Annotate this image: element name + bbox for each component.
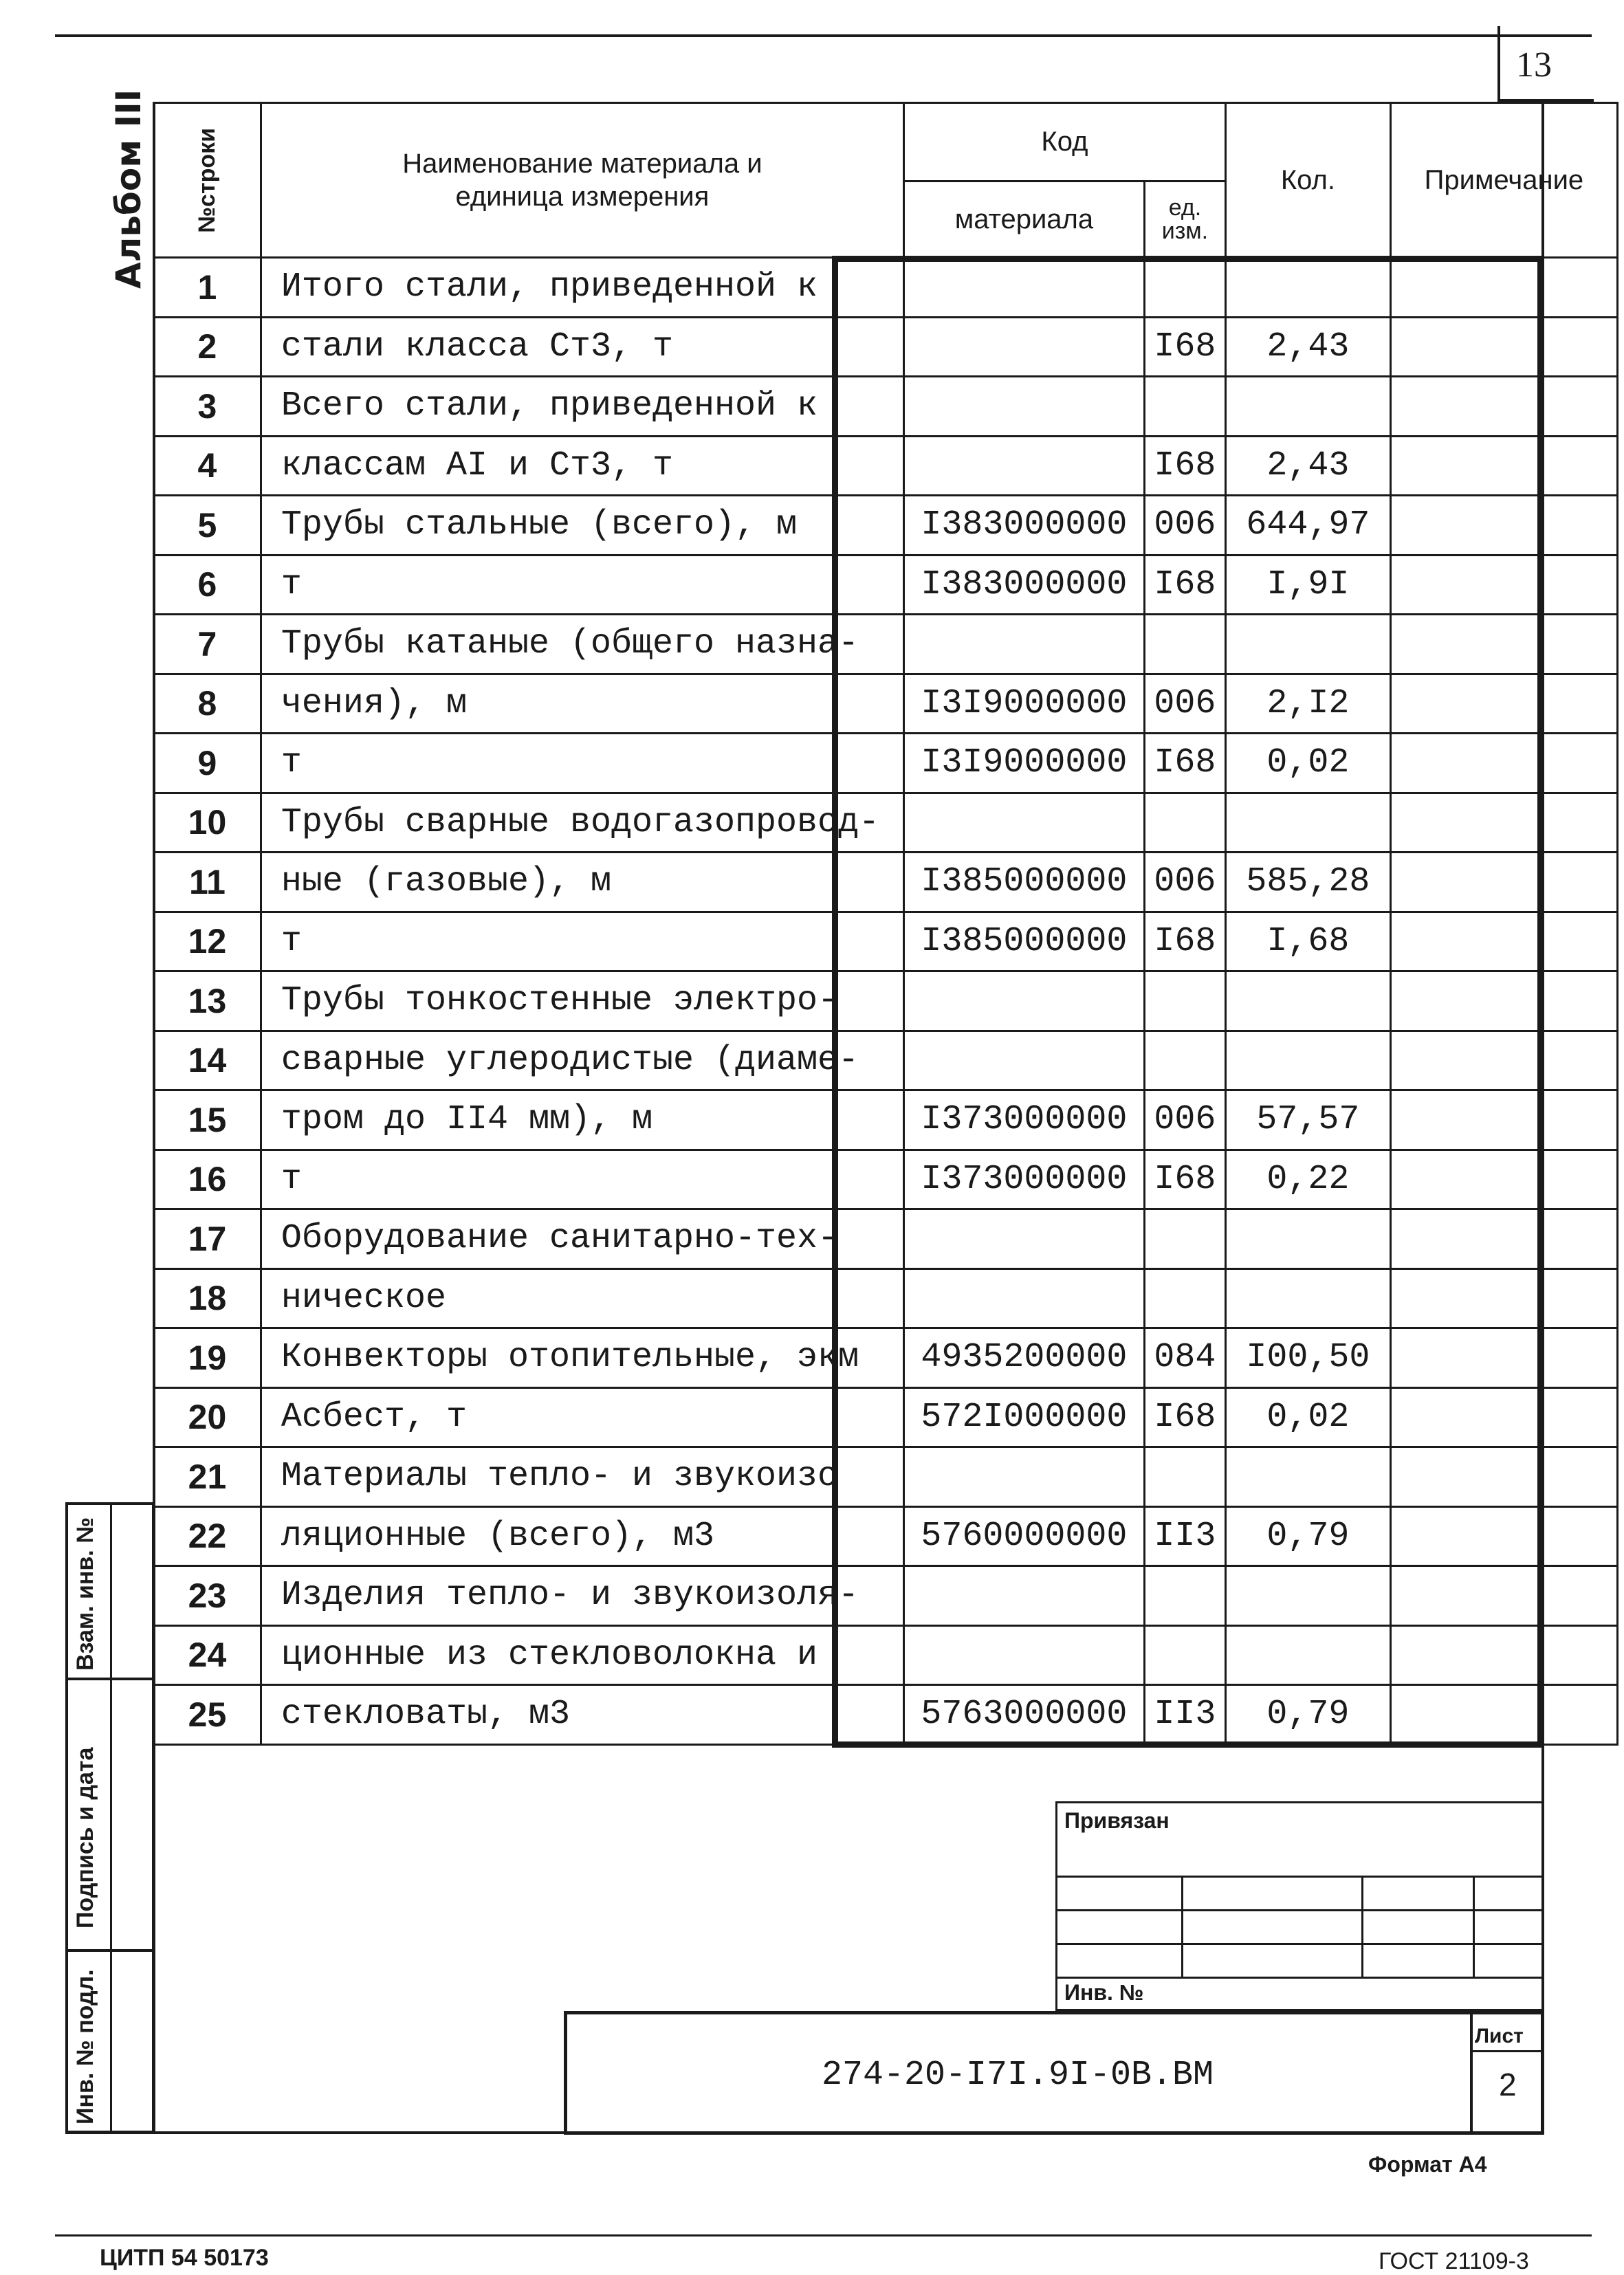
table-row — [154, 1031, 1618, 1090]
row-number: 11 — [154, 853, 261, 912]
material-code — [903, 1566, 1144, 1626]
unit-code — [1144, 258, 1225, 318]
note — [1390, 496, 1617, 556]
note — [1390, 1506, 1617, 1566]
row-number: 3 — [154, 377, 261, 437]
stamp-vzam: Взам. инв. № — [72, 1517, 98, 1671]
material-code: I373000000 — [903, 1150, 1144, 1209]
quantity: 2,I2 — [1225, 674, 1390, 734]
material-code: I383000000 — [903, 496, 1144, 556]
inv-no-label: Инв. № — [1064, 1980, 1144, 2005]
note — [1390, 258, 1617, 318]
materials-table — [153, 102, 1618, 1746]
material-name: ные (газовые), м — [261, 853, 903, 912]
material-code — [903, 1268, 1144, 1328]
table-row — [154, 1328, 1618, 1388]
material-name: сварные углеродистые (диаме- — [261, 1031, 903, 1090]
header-code-material: материала — [903, 181, 1144, 258]
note — [1390, 317, 1617, 377]
unit-code: II3 — [1144, 1685, 1225, 1745]
table-row — [154, 853, 1618, 912]
row-number: 25 — [154, 1685, 261, 1745]
note — [1390, 793, 1617, 853]
quantity — [1225, 1209, 1390, 1269]
unit-code — [1144, 615, 1225, 674]
row-number: 21 — [154, 1447, 261, 1507]
format-label: Формат А4 — [1368, 2152, 1487, 2177]
header-code-unit: ед. изм. — [1144, 181, 1225, 258]
footer-line — [55, 2234, 1592, 2236]
privyazan-v2 — [1361, 1876, 1363, 1977]
table-row — [154, 1209, 1618, 1269]
table-row — [154, 912, 1618, 971]
quantity: 0,79 — [1225, 1685, 1390, 1745]
note — [1390, 734, 1617, 793]
row-number: 23 — [154, 1566, 261, 1626]
table-row — [154, 1506, 1618, 1566]
privyazan-h3 — [1055, 1943, 1544, 1945]
material-name: т — [261, 912, 903, 971]
material-code — [903, 1209, 1144, 1269]
note — [1390, 1031, 1617, 1090]
note — [1390, 1268, 1617, 1328]
note — [1390, 1209, 1617, 1269]
table-row — [154, 377, 1618, 437]
header-qty: Кол. — [1225, 103, 1390, 258]
row-number: 12 — [154, 912, 261, 971]
table-row — [154, 793, 1618, 853]
table-row — [154, 496, 1618, 556]
row-number: 14 — [154, 1031, 261, 1090]
note — [1390, 555, 1617, 615]
table-row — [154, 436, 1618, 496]
unit-code: I68 — [1144, 1150, 1225, 1209]
material-code: I383000000 — [903, 555, 1144, 615]
row-number: 4 — [154, 436, 261, 496]
unit-code: 006 — [1144, 1090, 1225, 1150]
privyazan-v3 — [1473, 1876, 1475, 1977]
header-name: Наименование материала и единица измерения — [261, 103, 903, 258]
unit-code — [1144, 1625, 1225, 1685]
row-number: 13 — [154, 971, 261, 1031]
material-code — [903, 971, 1144, 1031]
note — [1390, 1625, 1617, 1685]
material-name: ляционные (всего), м3 — [261, 1506, 903, 1566]
quantity — [1225, 1447, 1390, 1507]
note — [1390, 674, 1617, 734]
row-number: 9 — [154, 734, 261, 793]
material-code: 5763000000 — [903, 1685, 1144, 1745]
quantity: 57,57 — [1225, 1090, 1390, 1150]
note — [1390, 1150, 1617, 1209]
row-number: 2 — [154, 317, 261, 377]
note — [1390, 1566, 1617, 1626]
material-code: I373000000 — [903, 1090, 1144, 1150]
material-code: I385000000 — [903, 912, 1144, 971]
table-row — [154, 971, 1618, 1031]
table-body — [154, 258, 1618, 1745]
list-label: Лист — [1475, 2025, 1524, 2047]
unit-code — [1144, 1566, 1225, 1626]
table-row — [154, 317, 1618, 377]
table-row — [154, 1387, 1618, 1447]
row-number: 16 — [154, 1150, 261, 1209]
top-frame-line — [55, 34, 1592, 37]
table-row — [154, 258, 1618, 318]
quantity — [1225, 1031, 1390, 1090]
album-label: Альбом III — [109, 89, 149, 289]
material-code — [903, 1625, 1144, 1685]
quantity: 0,79 — [1225, 1506, 1390, 1566]
unit-code: I68 — [1144, 317, 1225, 377]
material-name: Итого стали, приведенной к — [261, 258, 903, 318]
note — [1390, 912, 1617, 971]
unit-code: I68 — [1144, 734, 1225, 793]
table-row — [154, 555, 1618, 615]
header-note: Примечание — [1390, 103, 1617, 258]
row-number: 20 — [154, 1387, 261, 1447]
row-number: 10 — [154, 793, 261, 853]
privyazan-label: Привязан — [1064, 1808, 1170, 1833]
material-name: Конвекторы отопительные, экм — [261, 1328, 903, 1388]
quantity — [1225, 377, 1390, 437]
doc-code: 274-20-I7I.9I-0В.ВМ — [821, 2056, 1214, 2095]
row-number: 1 — [154, 258, 261, 318]
material-name: чения), м — [261, 674, 903, 734]
material-name: Оборудование санитарно-тех- — [261, 1209, 903, 1269]
unit-code: 006 — [1144, 674, 1225, 734]
material-name: Трубы сварные водогазопровод- — [261, 793, 903, 853]
quantity: 644,97 — [1225, 496, 1390, 556]
stamp-podpis: Подпись и дата — [72, 1747, 98, 1928]
row-number: 8 — [154, 674, 261, 734]
material-name: т — [261, 734, 903, 793]
table-row — [154, 1268, 1618, 1328]
note — [1390, 615, 1617, 674]
row-number: 24 — [154, 1625, 261, 1685]
quantity — [1225, 1268, 1390, 1328]
material-name: Трубы катаные (общего назна- — [261, 615, 903, 674]
quantity: I,9I — [1225, 555, 1390, 615]
row-number: 19 — [154, 1328, 261, 1388]
material-code: 4935200000 — [903, 1328, 1144, 1388]
list-value: 2 — [1499, 2067, 1517, 2102]
quantity: 0,22 — [1225, 1150, 1390, 1209]
unit-code — [1144, 1268, 1225, 1328]
material-name: Трубы стальные (всего), м — [261, 496, 903, 556]
page-number: 13 — [1516, 45, 1552, 85]
list-cell-left — [1470, 2011, 1473, 2135]
row-number: 7 — [154, 615, 261, 674]
unit-code: 006 — [1144, 853, 1225, 912]
unit-code: I68 — [1144, 1387, 1225, 1447]
material-name: стали класса Ст3, т — [261, 317, 903, 377]
privyazan-v1 — [1181, 1876, 1183, 1977]
row-number: 15 — [154, 1090, 261, 1150]
material-code: I385000000 — [903, 853, 1144, 912]
note — [1390, 853, 1617, 912]
table-row — [154, 734, 1618, 793]
material-name: т — [261, 555, 903, 615]
note — [1390, 1685, 1617, 1745]
unit-code — [1144, 1209, 1225, 1269]
quantity: 2,43 — [1225, 317, 1390, 377]
unit-code: 006 — [1144, 496, 1225, 556]
material-name: Всего стали, приведенной к — [261, 377, 903, 437]
table-row — [154, 1685, 1618, 1745]
unit-code — [1144, 1031, 1225, 1090]
quantity: 2,43 — [1225, 436, 1390, 496]
unit-code — [1144, 971, 1225, 1031]
list-cell-mid — [1470, 2050, 1544, 2052]
table-row — [154, 615, 1618, 674]
unit-code — [1144, 377, 1225, 437]
row-number: 18 — [154, 1268, 261, 1328]
material-name: классам AI и Ст3, т — [261, 436, 903, 496]
quantity — [1225, 1625, 1390, 1685]
quantity: 0,02 — [1225, 1387, 1390, 1447]
unit-code: I68 — [1144, 436, 1225, 496]
material-code: I3I9000000 — [903, 734, 1144, 793]
row-number: 6 — [154, 555, 261, 615]
table-row — [154, 1566, 1618, 1626]
material-code — [903, 615, 1144, 674]
quantity: 585,28 — [1225, 853, 1390, 912]
side-stamp-divider — [65, 1502, 67, 2133]
material-code — [903, 1031, 1144, 1090]
note — [1390, 1387, 1617, 1447]
table-row — [154, 1447, 1618, 1507]
material-code — [903, 377, 1144, 437]
privyazan-h2 — [1055, 1909, 1544, 1911]
stamp-inv-podl: Инв. № подл. — [72, 1969, 98, 2124]
unit-code: I68 — [1144, 912, 1225, 971]
material-name: т — [261, 1150, 903, 1209]
note — [1390, 971, 1617, 1031]
material-code — [903, 317, 1144, 377]
table-row — [154, 1150, 1618, 1209]
quantity — [1225, 258, 1390, 318]
header-code-group: Код — [903, 103, 1225, 182]
material-name: Асбест, т — [261, 1387, 903, 1447]
note — [1390, 1447, 1617, 1507]
material-name: стекловаты, м3 — [261, 1685, 903, 1745]
unit-code — [1144, 1447, 1225, 1507]
row-number: 17 — [154, 1209, 261, 1269]
quantity — [1225, 971, 1390, 1031]
quantity: I,68 — [1225, 912, 1390, 971]
row-number: 5 — [154, 496, 261, 556]
material-code — [903, 258, 1144, 318]
unit-code — [1144, 793, 1225, 853]
material-code — [903, 1447, 1144, 1507]
side-stamp-sep1 — [65, 1678, 155, 1680]
quantity: I00,50 — [1225, 1328, 1390, 1388]
privyazan-h4 — [1055, 1977, 1544, 1979]
side-stamp-inner — [110, 1502, 112, 2133]
material-name: Материалы тепло- и звукоизо — [261, 1447, 903, 1507]
unit-code: I68 — [1144, 555, 1225, 615]
material-name: ническое — [261, 1268, 903, 1328]
quantity — [1225, 1566, 1390, 1626]
privyazan-h1 — [1055, 1876, 1544, 1878]
note — [1390, 436, 1617, 496]
quantity — [1225, 615, 1390, 674]
table-row — [154, 1625, 1618, 1685]
note — [1390, 1090, 1617, 1150]
footer-left: ЦИТП 54 50173 — [100, 2245, 269, 2271]
unit-code: II3 — [1144, 1506, 1225, 1566]
material-code: I3I9000000 — [903, 674, 1144, 734]
material-name: Изделия тепло- и звукоизоля- — [261, 1566, 903, 1626]
table-row — [154, 1090, 1618, 1150]
material-code — [903, 793, 1144, 853]
material-name: Трубы тонкостенные электро- — [261, 971, 903, 1031]
material-code: 5760000000 — [903, 1506, 1144, 1566]
note — [1390, 1328, 1617, 1388]
material-code — [903, 436, 1144, 496]
material-name: тром до II4 мм), м — [261, 1090, 903, 1150]
header-row-no: №строки — [154, 103, 261, 258]
row-number: 22 — [154, 1506, 261, 1566]
note — [1390, 377, 1617, 437]
material-name: ционные из стекловолокна и — [261, 1625, 903, 1685]
footer-right: ГОСТ 21109-3 — [1379, 2248, 1529, 2274]
material-code: 572I000000 — [903, 1387, 1144, 1447]
quantity: 0,02 — [1225, 734, 1390, 793]
table-row — [154, 674, 1618, 734]
quantity — [1225, 793, 1390, 853]
side-stamp-sep2 — [65, 1949, 155, 1952]
unit-code: 084 — [1144, 1328, 1225, 1388]
